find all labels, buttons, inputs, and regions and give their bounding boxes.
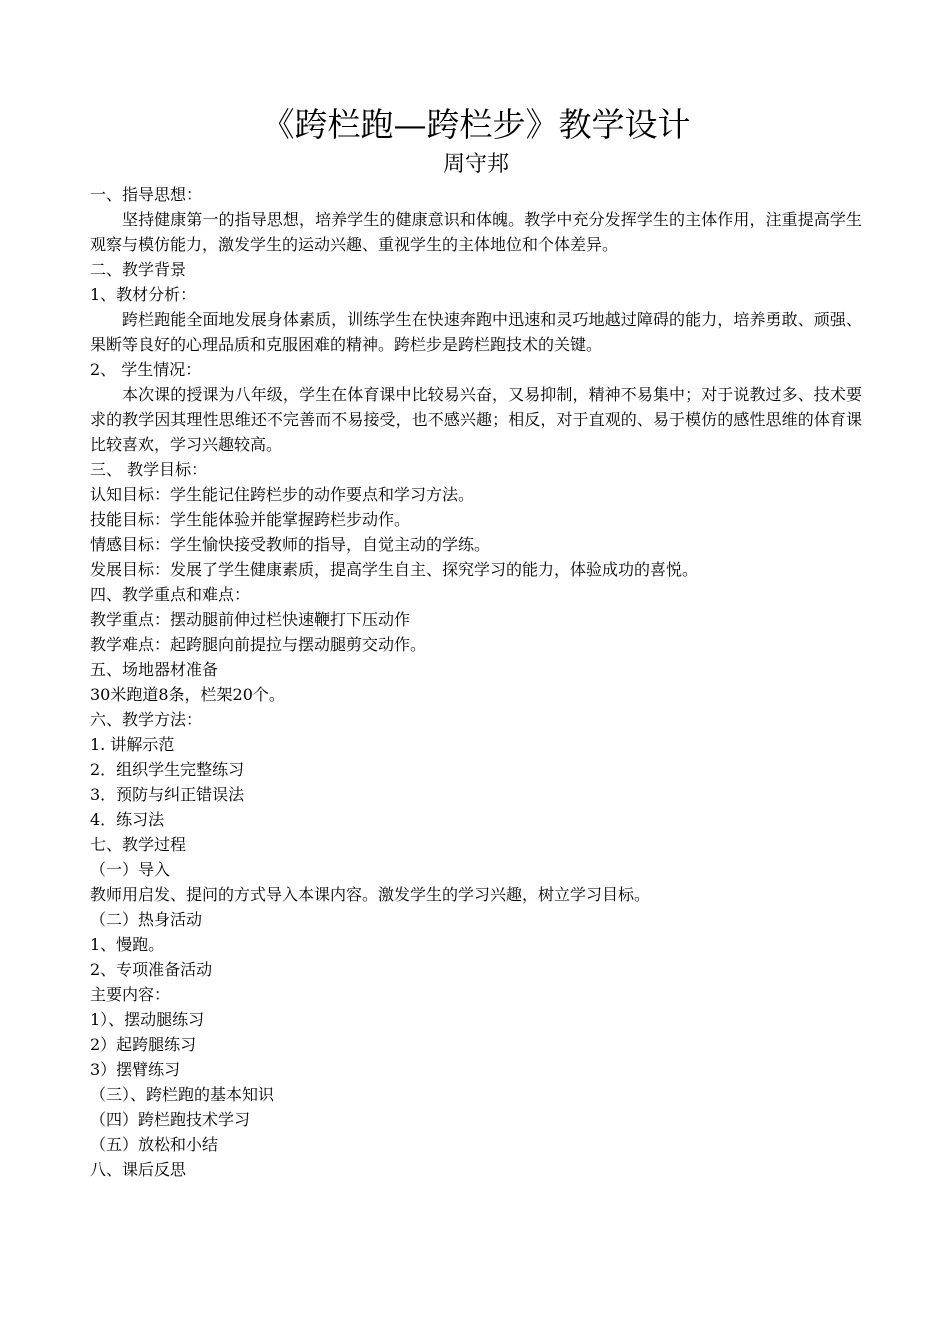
text-line: 认知目标：学生能记住跨栏步的动作要点和学习方法。 bbox=[90, 485, 475, 504]
text-line: 发展目标：发展了学生健康素质，提高学生自主、探究学习的能力，体验成功的喜悦。 bbox=[90, 560, 699, 579]
text-line: 二、教学背景 bbox=[90, 260, 187, 279]
document-author: 周守邦 bbox=[442, 152, 509, 177]
text-line: 一、指导思想： bbox=[90, 185, 203, 204]
text-line: 教学难点：起跨腿向前提拉与摆动腿剪交动作。 bbox=[90, 635, 427, 654]
document-title: 《跨栏跑—跨栏步》教学设计 bbox=[261, 105, 691, 144]
text-line: 教师用启发、提问的方式导入本课内容。激发学生的学习兴趣，树立学习目标。 bbox=[90, 885, 651, 904]
text-line: 4．练习法 bbox=[90, 810, 165, 829]
text-line: 情感目标：学生愉快接受教师的指导，自觉主动的学练。 bbox=[90, 535, 491, 554]
text-line: 六、教学方法： bbox=[90, 710, 203, 729]
text-line: 教学重点：摆动腿前伸过栏快速鞭打下压动作 bbox=[90, 610, 411, 629]
text-line: 3．预防与纠正错误法 bbox=[90, 785, 245, 804]
text-line: （二）热身活动 bbox=[90, 910, 203, 929]
text-line: 七、教学过程 bbox=[90, 835, 187, 854]
text-line: 五、场地器材准备 bbox=[90, 660, 219, 679]
document-body bbox=[90, 182, 862, 1182]
document-page bbox=[90, 100, 862, 1182]
text-line: 1、慢跑。 bbox=[90, 935, 165, 954]
text-line: 30米跑道8条，栏架20个。 bbox=[90, 685, 285, 704]
text-line: 2、 学生情况： bbox=[90, 360, 202, 379]
text-line: （一）导入 bbox=[90, 860, 171, 879]
text-line: 1. 讲解示范 bbox=[90, 735, 175, 754]
text-line: 3）摆臂练习 bbox=[90, 1060, 181, 1079]
text-line: 1）、摆动腿练习 bbox=[90, 1010, 205, 1029]
body-paragraph: 跨栏跑能全面地发展身体素质，训练学生在快速奔跑中迅速和灵巧地越过障碍的能力，培养勇敢、顽强、果断等良好的心理品质和克服困难的精神。跨栏步是跨栏跑技术的关键。 bbox=[90, 310, 862, 354]
text-line: 2、专项准备活动 bbox=[90, 960, 213, 979]
text-line: 2）起跨腿练习 bbox=[90, 1035, 197, 1054]
text-line: （五）放松和小结 bbox=[90, 1135, 219, 1154]
text-line: 技能目标：学生能体验并能掌握跨栏步动作。 bbox=[90, 510, 411, 529]
text-line: 2．组织学生完整练习 bbox=[90, 760, 245, 779]
text-line: （四）跨栏跑技术学习 bbox=[90, 1110, 251, 1129]
text-line: （三）、跨栏跑的基本知识 bbox=[90, 1085, 275, 1104]
body-paragraph: 本次课的授课为八年级，学生在体育课中比较易兴奋，又易抑制，精神不易集中；对于说教过多、技术要求的教学因其理性思维还不完善而不易接受，也不感兴趣；相反，对于直观的、易于模仿的感性思维的体育课比较喜欢，学习兴趣较高。 bbox=[90, 385, 862, 454]
text-line: 1、教材分析： bbox=[90, 285, 197, 304]
text-line: 八、课后反思 bbox=[90, 1160, 187, 1179]
body-paragraph: 坚持健康第一的指导思想，培养学生的健康意识和体魄。教学中充分发挥学生的主体作用，注重提高学生观察与模仿能力，激发学生的运动兴趣、重视学生的主体地位和个体差异。 bbox=[90, 210, 862, 254]
text-line: 四、教学重点和难点： bbox=[90, 585, 251, 604]
text-line: 三、 教学目标： bbox=[90, 460, 208, 479]
text-line: 主要内容： bbox=[90, 985, 171, 1004]
